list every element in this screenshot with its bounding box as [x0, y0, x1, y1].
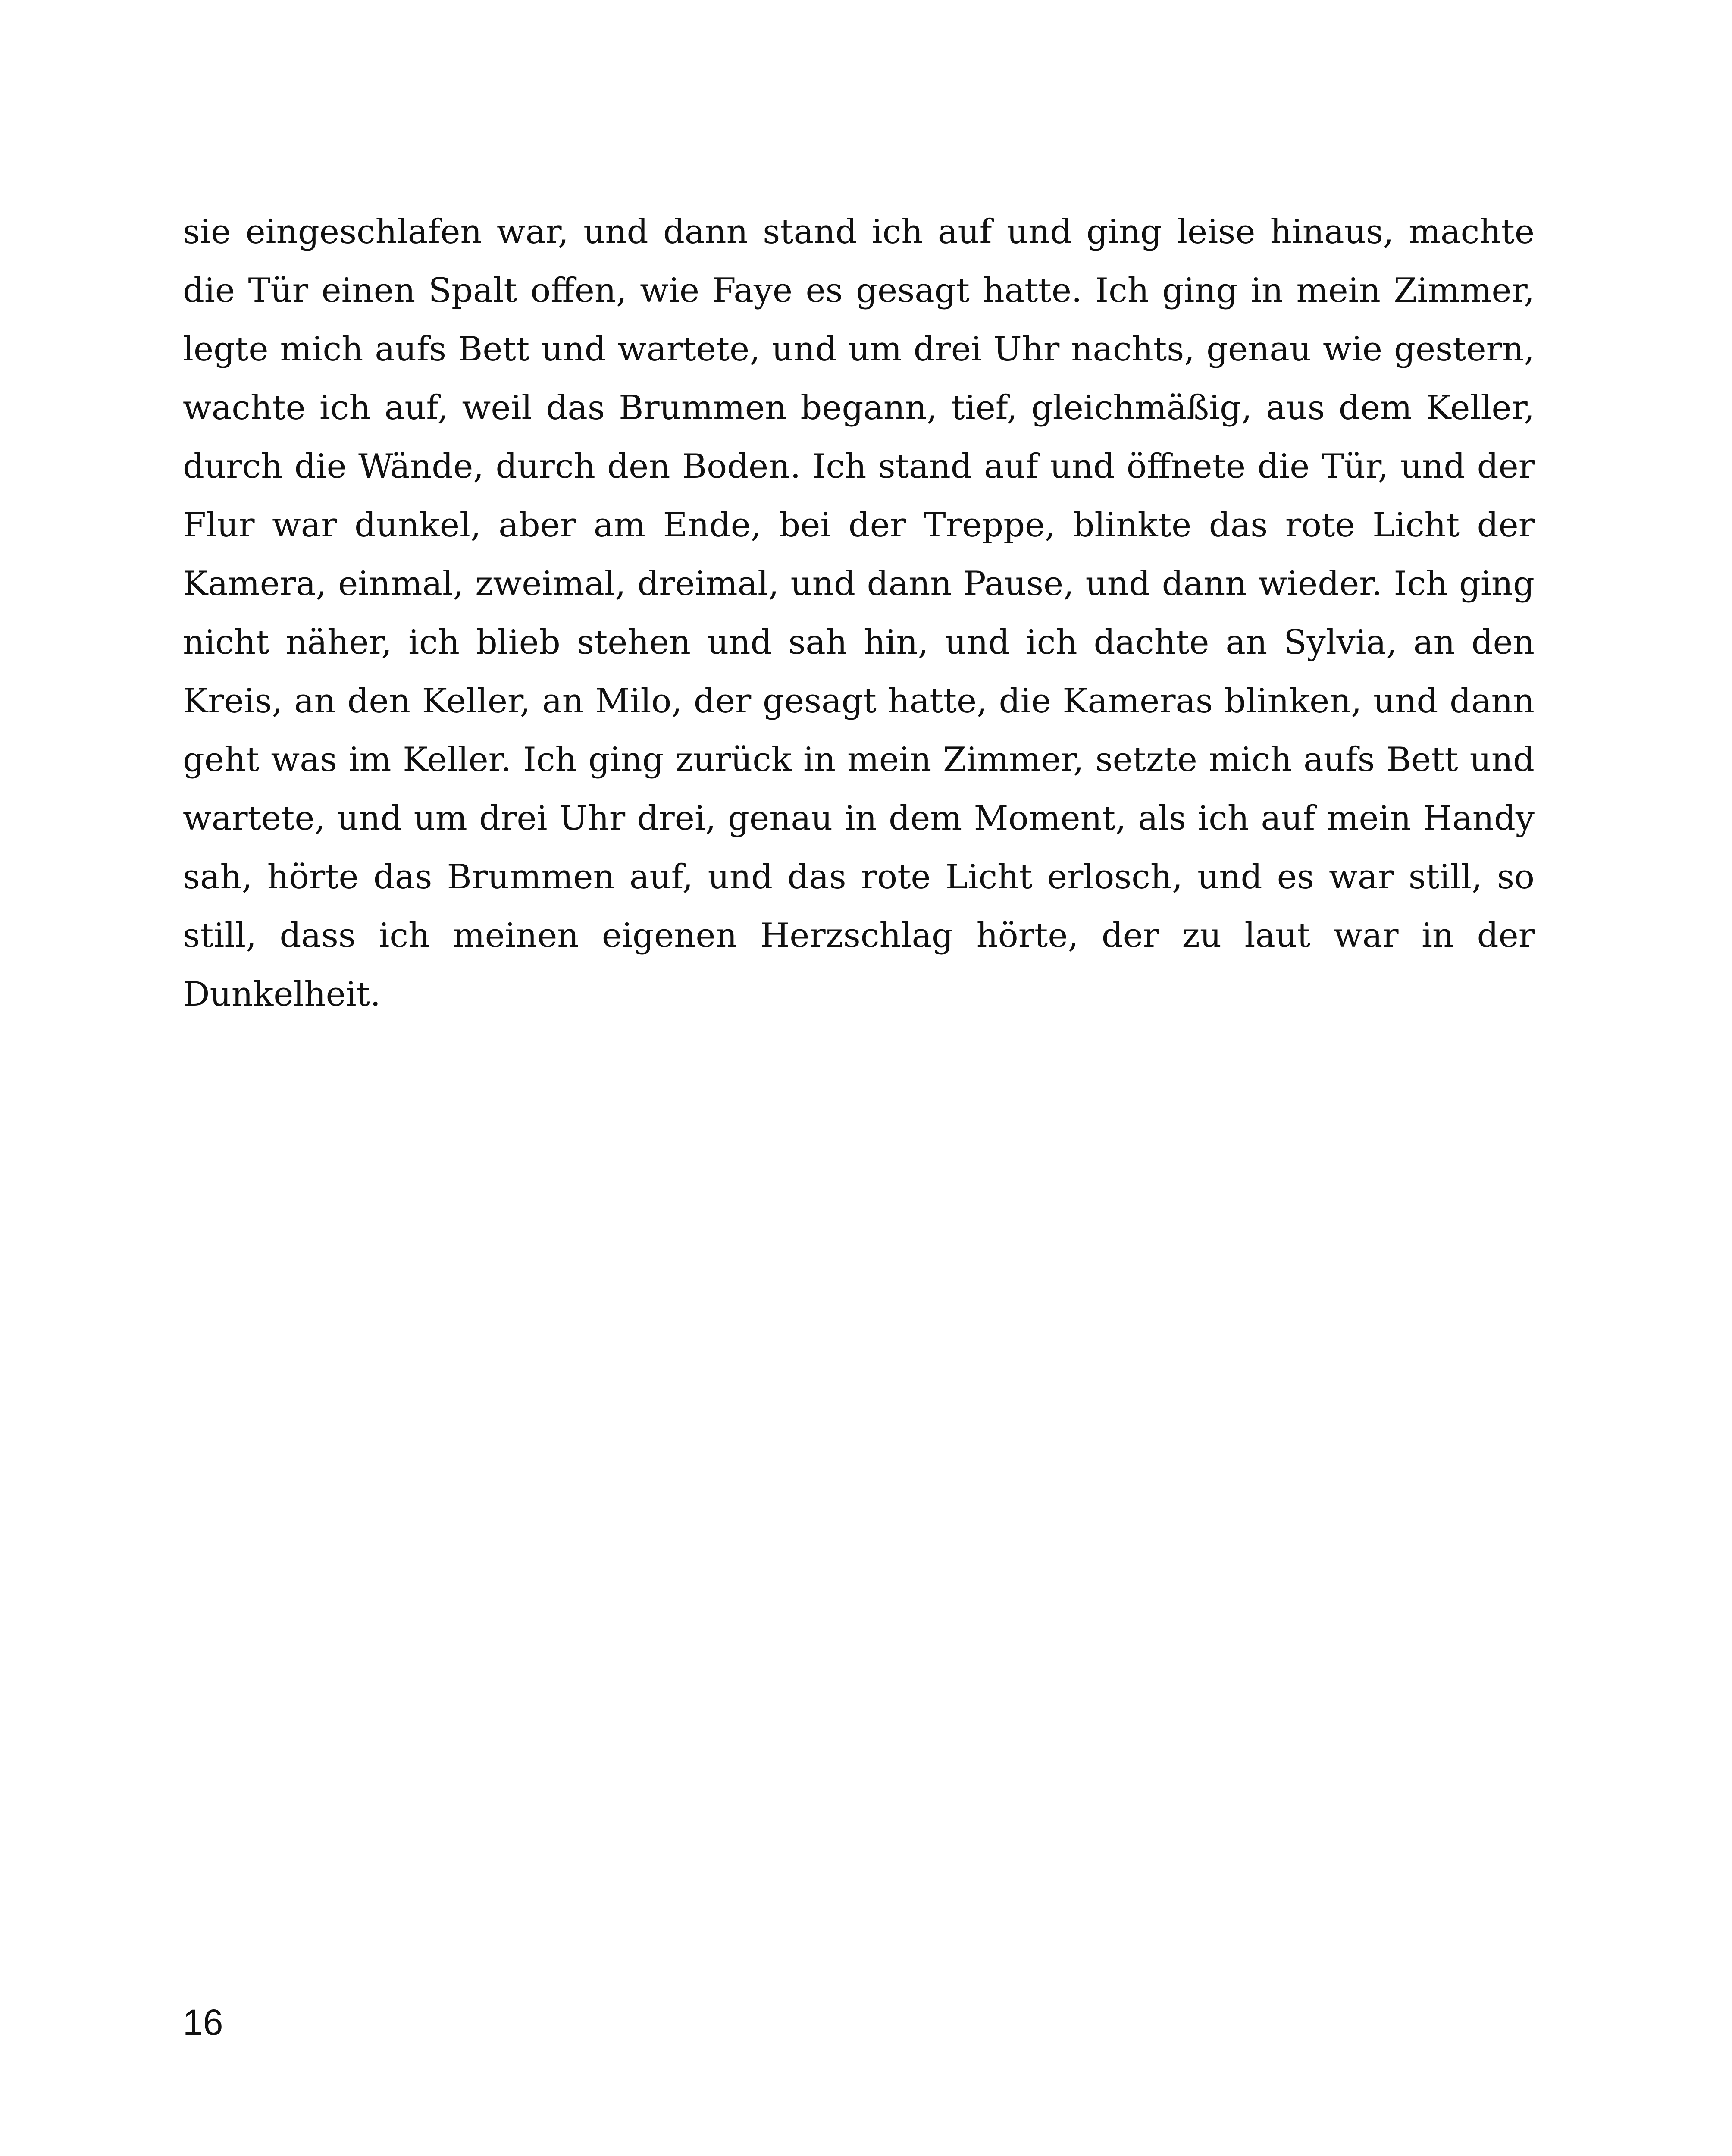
- page-number: 16: [183, 2002, 223, 2043]
- body-paragraph: sie eingeschlafen war, und dann stand ich auf und ging leise hinaus, machte die Tür einen Spalt offen, wie Faye es gesagt hatte. Ich ging in mein Zimmer, legte mich aufs Bett und wartete, und um drei Uhr nachts, genau wie gestern, wachte ich auf, weil das Brummen begann, tief, gleichmäßig, aus dem Keller, durch die Wände, durch den Boden. Ich stand auf und öffnete die Tür, und der Flur war dunkel, aber am Ende, bei der Treppe, blinkte das rote Licht der Kamera, einmal, zweimal, dreimal, und dann Pause, und dann wieder. Ich ging nicht näher, ich blieb stehen und sah hin, und ich dachte an Sylvia, an den Kreis, an den Keller, an Milo, der gesagt hatte, die Kameras blinken, und dann geht was im Keller. Ich ging zurück in mein Zimmer, setzte mich aufs Bett und wartete, und um drei Uhr drei, genau in dem Moment, als ich auf mein Handy sah, hörte das Brummen auf, und das rote Licht erlosch, und es war still, so still, dass ich meinen eigenen Herzschlag hörte, der zu laut war in der Dunkelheit.: [183, 213, 1535, 1014]
